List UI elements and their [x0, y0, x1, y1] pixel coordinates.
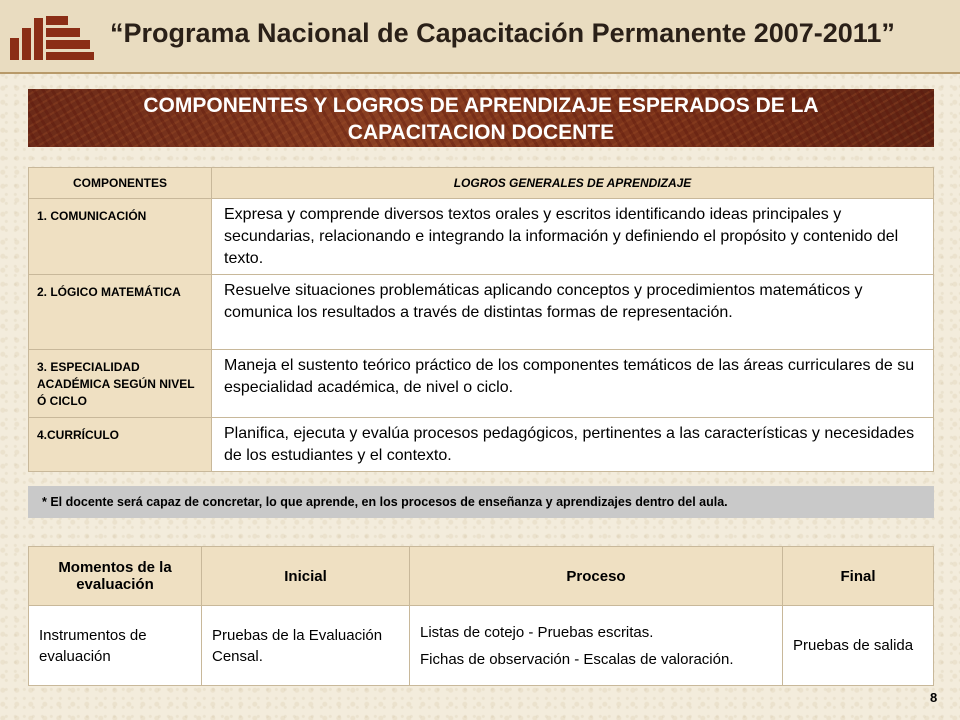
page-number: 8 [930, 690, 938, 705]
component-cell: 4.CURRÍCULO [29, 418, 212, 472]
row-label-cell: Instrumentos de evaluación [29, 606, 202, 686]
note-box: * El docente será capaz de concretar, lo que aprende, en los procesos de enseñanza y aprendizajes dentro del aula. [28, 486, 934, 518]
table-row [29, 275, 934, 350]
description-cell: Planifica, ejecuta y evalúa procesos pedagógicos, pertinentes a las características y necesidades de los estudiantes y el contexto. [212, 418, 934, 472]
header-inicial: Inicial [202, 547, 410, 606]
proceso-line-2: Fichas de observación - Escalas de valoración. [420, 650, 734, 668]
header-bar [0, 0, 960, 74]
components-table [28, 167, 934, 472]
description-cell: Maneja el sustento teórico práctico de los componentes temáticos de las áreas curriculares de su especialidad académica, de nivel o ciclo. [212, 350, 934, 418]
evaluation-table [28, 546, 934, 686]
table-header-row [29, 168, 934, 199]
header-logros: LOGROS GENERALES DE APRENDIZAJE [212, 168, 934, 199]
header-proceso: Proceso [410, 547, 783, 606]
banner-line-1: COMPONENTES Y LOGROS DE APRENDIZAJE ESPERADOS DE LA [143, 94, 819, 117]
final-cell: Pruebas de salida [783, 606, 934, 686]
table-row [29, 199, 934, 275]
component-cell: 1. COMUNICACIÓN [29, 199, 212, 275]
banner-line-2: CAPACITACION DOCENTE [347, 121, 615, 144]
table-row [29, 350, 934, 418]
page-title: “Programa Nacional de Capacitación Permanente 2007-2011” [110, 18, 895, 48]
proceso-line-1: Listas de cotejo - Pruebas escritas. [420, 623, 654, 641]
header-momentos: Momentos de la evaluación [29, 547, 202, 606]
table-row [29, 418, 934, 472]
bar-chart-logo-icon [8, 14, 96, 62]
component-cell: 2. LÓGICO MATEMÁTICA [29, 275, 212, 350]
description-cell: Resuelve situaciones problemáticas aplicando conceptos y procedimientos matemáticos y comunica los resultados a través de distintas formas de representación. [212, 275, 934, 350]
description-cell: Expresa y comprende diversos textos orales y escritos identificando ideas principales y secundarias, relacionando e integrando la información y definiendo el propósito y contenido del texto. [212, 199, 934, 275]
header-componentes: COMPONENTES [29, 168, 212, 199]
table-header-row [29, 547, 934, 606]
table-row [29, 606, 934, 686]
proceso-cell [410, 606, 783, 686]
component-cell: 3. ESPECIALIDAD ACADÉMICA SEGÚN NIVEL Ó CICLO [29, 350, 212, 418]
header-final: Final [783, 547, 934, 606]
inicial-cell: Pruebas de la Evaluación Censal. [202, 606, 410, 686]
section-banner [28, 89, 934, 147]
